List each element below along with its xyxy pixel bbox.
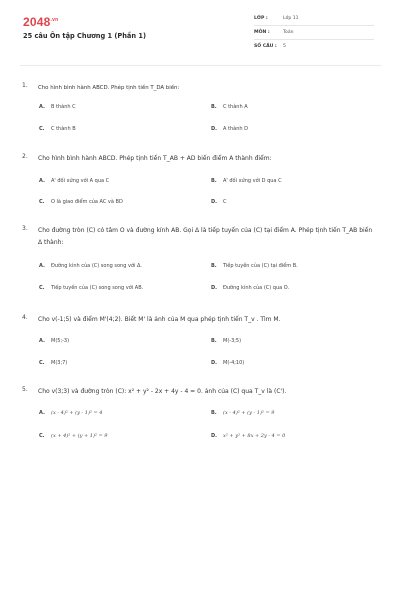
option-b[interactable]: B. C thành A <box>211 104 248 110</box>
option-c[interactable]: C. O là giao điểm của AC và BD <box>39 199 123 205</box>
question-text: Cho hình bình hành ABCD. Phép tịnh tiến T_DA biến: <box>38 85 180 91</box>
subject-value: Toán <box>283 30 294 35</box>
class-value: Lớp 11 <box>283 16 299 21</box>
question-number: 5. <box>22 386 28 393</box>
logo-suffix: .vn <box>50 17 59 23</box>
subject-divider <box>254 39 374 40</box>
worksheet-title: 25 câu Ôn tập Chương 1 (Phần 1) <box>23 32 146 40</box>
question-text: Cho đường tròn (C) có tâm O và đường kính AB. Gọi Δ là tiếp tuyến của (C) tại điểm A. Phép tịnh tiến T_AB biến Δ thành: <box>38 227 373 246</box>
option-c[interactable]: C. C thành B <box>39 126 76 132</box>
option-d[interactable]: D. x² + y² + 8x + 2y - 4 = 0 <box>211 433 286 439</box>
count-label: SỐ CÂU : <box>254 44 277 49</box>
question-text: Cho hình bình hành ABCD. Phép tịnh tiến T_AB + AD biến điểm A thành điểm: <box>38 155 272 162</box>
logo-text: 2048 <box>23 15 51 29</box>
question-number: 1. <box>22 82 28 89</box>
site-logo[interactable] <box>23 15 58 29</box>
subject-label: MÔN : <box>254 30 270 35</box>
header-divider <box>20 65 382 66</box>
option-a[interactable]: A. B thành C <box>39 104 76 110</box>
question-text: Cho v(3;3) và đường tròn (C): x² + y² - 2x + 4y - 4 = 0. ảnh của (C) qua T_v là (C'). <box>38 388 287 395</box>
option-d[interactable]: D. Đường kính của (C) qua O. <box>211 285 290 291</box>
option-a[interactable]: A. A' đối xứng với A qua C <box>39 178 110 184</box>
count-value: 5 <box>283 44 286 49</box>
question-number: 3. <box>22 225 28 232</box>
option-c[interactable]: C. Tiếp tuyến của (C) song song với AB. <box>39 285 144 291</box>
option-d[interactable]: D. A thành D <box>211 126 248 132</box>
option-a[interactable]: A. M(5;-3) <box>39 338 70 344</box>
option-b[interactable]: B. M(-3;5) <box>211 338 242 344</box>
option-a[interactable]: A. (x - 4)² + (y - 1)² = 4 <box>39 410 103 416</box>
option-c[interactable]: C. (x + 4)² + (y + 1)² = 9 <box>39 433 108 439</box>
option-b[interactable]: B. Tiếp tuyến của (C) tại điểm B. <box>211 263 298 269</box>
option-b[interactable]: B. (x - 4)² + (y - 1)² = 9 <box>211 410 275 416</box>
class-label: LỚP : <box>254 16 268 21</box>
worksheet-header <box>0 0 400 62</box>
option-a[interactable]: A. Đường kính của (C) song song với Δ. <box>39 263 142 269</box>
question-number: 2. <box>22 153 28 160</box>
option-c[interactable]: C. M(3;7) <box>39 360 68 366</box>
class-divider <box>254 25 374 26</box>
question-text: Cho v(-1;5) và điểm M'(4;2). Biết M' là ảnh của M qua phép tịnh tiến T_v . Tìm M. <box>38 316 281 323</box>
option-b[interactable]: B. A' đối xứng với D qua C <box>211 178 282 184</box>
option-d[interactable]: D. M(-4;10) <box>211 360 245 366</box>
question-number: 4. <box>22 314 28 321</box>
option-d[interactable]: D. C <box>211 199 227 205</box>
